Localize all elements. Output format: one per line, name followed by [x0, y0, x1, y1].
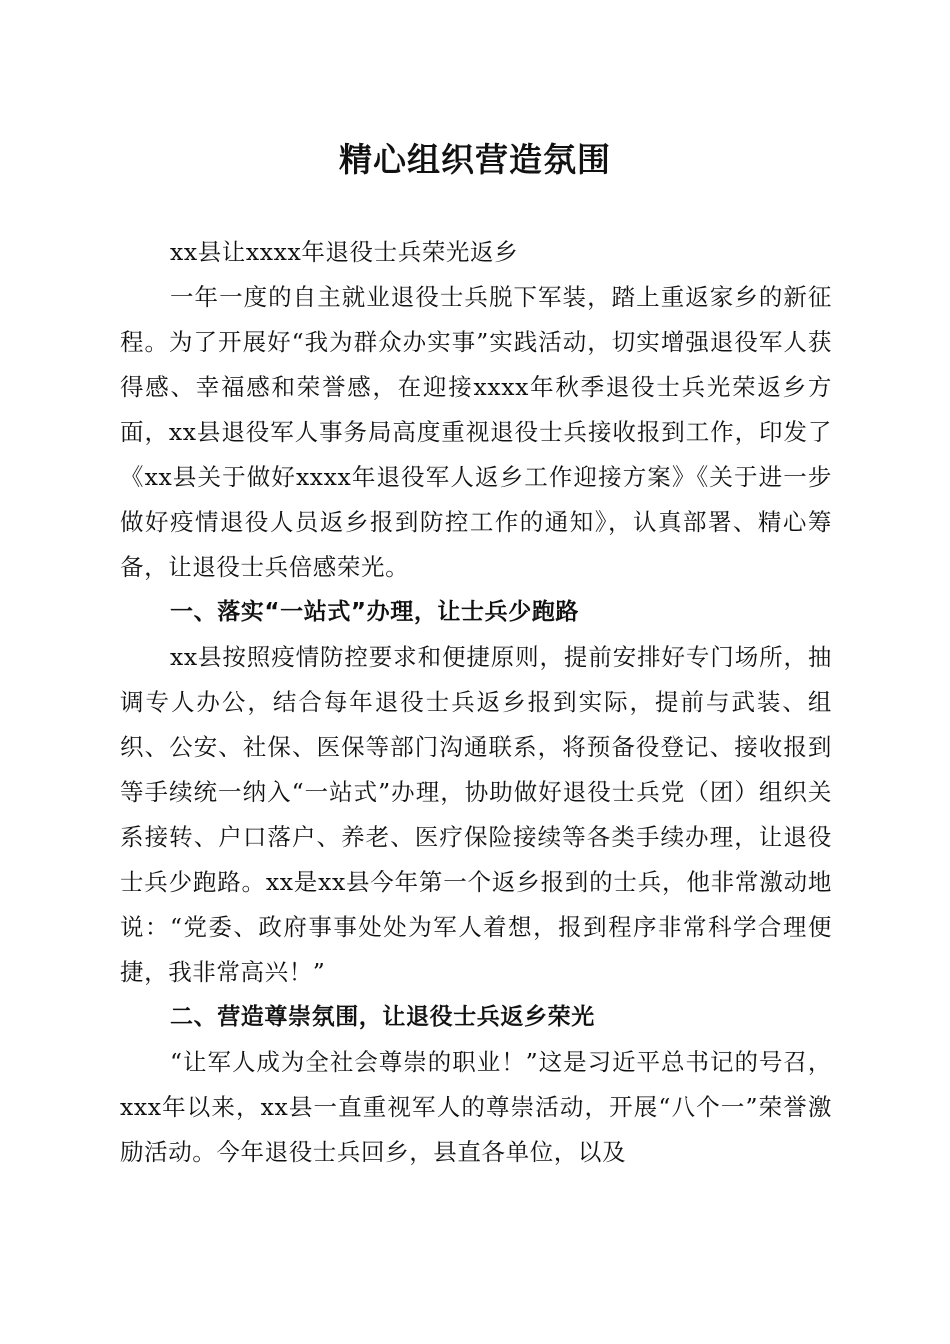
document-body: [120, 230, 832, 1175]
section-2-paragraph: “让军人成为全社会尊崇的职业！”这是习近平总书记的号召，xxx年以来，xx县一直重视军人的尊崇活动，开展“八个一”荣誉激励活动。今年退役士兵回乡，县直各单位，以及: [120, 1048, 832, 1166]
subtitle-line: xx县让xxxx年退役士兵荣光返乡: [170, 238, 519, 266]
intro-paragraph: 一年一度的自主就业退役士兵脱下军装，踏上重返家乡的新征程。为了开展好“我为群众办实事”实践活动，切实增强退役军人获得感、幸福感和荣誉感，在迎接xxxx年秋季退役士兵光荣返乡方面，xx县退役军人事务局高度重视退役士兵接收报到工作，印发了《xx县关于做好xxxx年退役军人返乡工作迎接方案》《关于进一步做好疫情退役人员返乡报到防控工作的通知》，认真部署、精心筹备，让退役士兵倍感荣光。: [120, 283, 832, 581]
section-1-heading: 一、落实“一站式”办理，让士兵少跑路: [170, 599, 580, 625]
document-title: 精心组织营造氛围: [339, 140, 611, 179]
section-1-paragraph: xx县按照疫情防控要求和便捷原则，提前安排好专门场所，抽调专人办公，结合每年退役士兵返乡报到实际，提前与武装、组织、公安、社保、医保等部门沟通联系，将预备役登记、接收报到等手续统一纳入“一站式”办理，协助做好退役士兵党（团）组织关系接转、户口落户、养老、医疗保险接续等各类手续办理，让退役士兵少跑路。xx是xx县今年第一个返乡报到的士兵，他非常激动地说：“党委、政府事事处处为军人着想，报到程序非常科学合理便捷，我非常高兴！”: [120, 643, 832, 986]
section-2-heading: 二、营造尊崇氛围，让退役士兵返乡荣光: [170, 1004, 595, 1030]
